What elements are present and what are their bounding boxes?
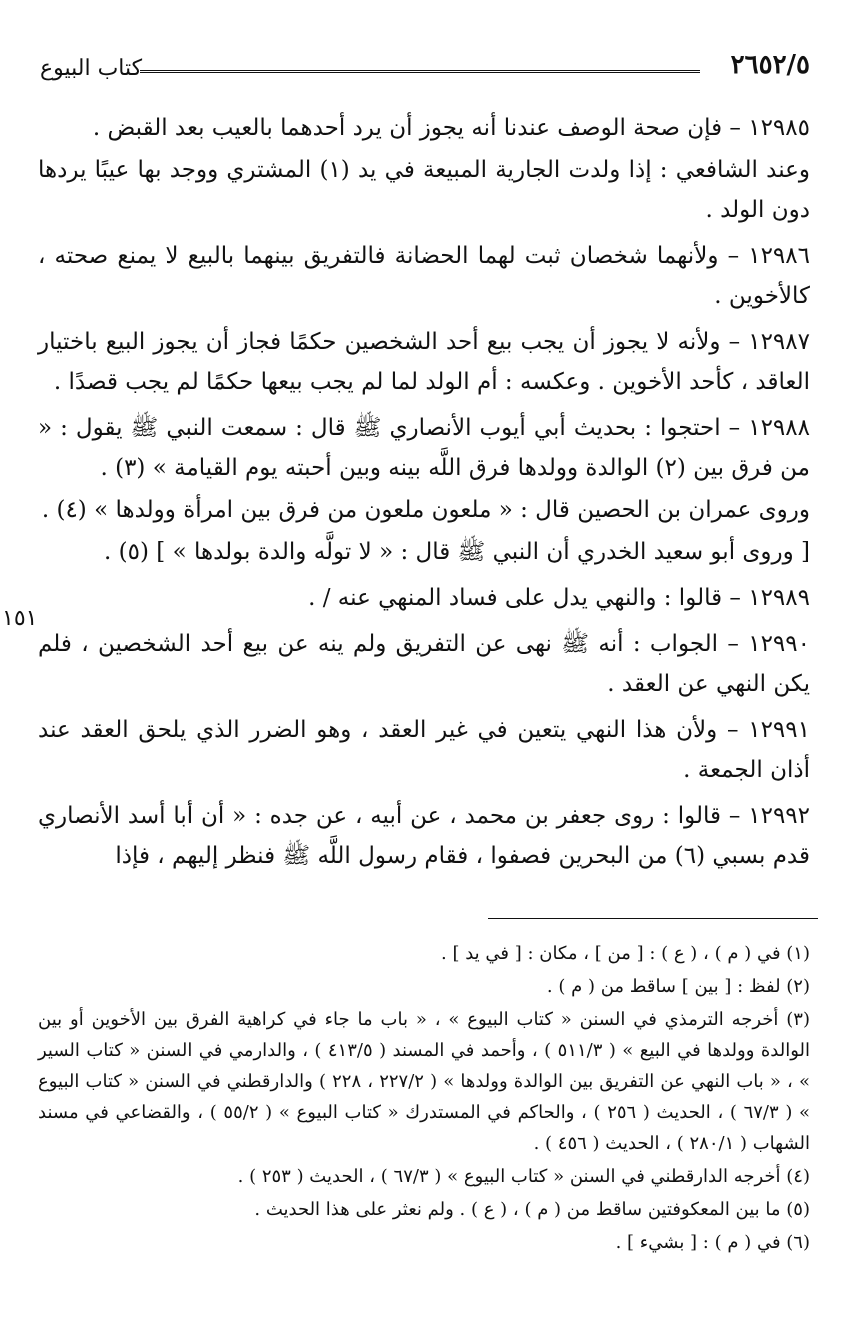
paragraph-abu-saeed-narration: [ وروى أبو سعيد الخدري أن النبي ﷺ قال : « لا تولَّه والدة بولدها » ] (٥) . [104, 539, 810, 565]
footnote-6: (٦) في ( م ) : [ بشيء ] . [615, 1232, 810, 1253]
footnotes [38, 938, 810, 1260]
paragraph-12985: ١٢٩٨٥ – فإن صحة الوصف عندنا أنه يجوز أن يرد أحدهما بالعيب بعد القبض . [92, 115, 810, 141]
footnote-3: (٣) أخرجه الترمذي في السنن « كتاب البيوع » ، « باب ما جاء في كراهية الفرق بين الأخوين أو بين الوالدة وولدها في البيع » ( ٥١١/٣ ) ، وأحمد في المسند ( ٤١٣/٥ ) ، والدارمي في السنن « كتاب السير » ، « باب النهي عن التفريق بين الوالدة وولدها » ( ٢٢٧/٢ ، ٢٢٨ ) والدارقطني في السنن « كتاب البيوع » ( ٦٧/٣ ) ، الحديث ( ٢٥٦ ) ، والحاكم في المستدرك « كتاب البيوع » ( ٥٥/٢ ) ، والقضاعي في مسند الشهاب ( ٢٨٠/١ ) ، الحديث ( ٤٥٦ ) . [38, 1009, 811, 1154]
paragraph-12992: ١٢٩٩٢ – قالوا : روى جعفر بن محمد ، عن أبيه ، عن جده : « أن أبا أسد الأنصاري قدم بسبي (٦) من البحرين فصفوا ، فقام رسول اللَّه ﷺ فنظر إليهم ، فإذا [38, 803, 811, 869]
footnote-2: (٢) لفظ : [ بين ] ساقط من ( م ) . [546, 976, 810, 997]
footnote-4: (٤) أخرجه الدارقطني في السنن « كتاب البيوع » ( ٦٧/٣ ) ، الحديث ( ٢٥٣ ) . [237, 1166, 810, 1187]
paragraph-imran-narration: وروى عمران بن الحصين قال : « ملعون ملعون من فرق بين امرأة وولدها » (٤) . [41, 497, 810, 523]
footnote-1: (١) في ( م ) ، ( ع ) : [ من ] ، مكان : [ في يد ] . [441, 943, 810, 964]
page-header [30, 50, 818, 90]
margin-page-reference: ١٥١ [2, 606, 38, 631]
paragraph-12990: ١٢٩٩٠ – الجواب : أنه ﷺ نهى عن التفريق ولم ينه عن بيع أحد الشخصين ، فلم يكن النهي عن العقد . [38, 631, 810, 697]
footnote-5: (٥) ما بين المعكوفتين ساقط من ( م ) ، ( ع ) . ولم نعثر على هذا الحديث . [254, 1199, 810, 1220]
page-number: ٢٦٥٢/٥ [730, 50, 810, 80]
document-page [2, 0, 818, 1338]
paragraph-12987: ١٢٩٨٧ – ولأنه لا يجوز أن يجب بيع أحد الشخصين حكمًا فجاز أن يجوز البيع باختيار العاقد ، كأحد الأخوين . وعكسه : أم الولد لما لم يجب بيعها حكمًا لم يجب قصدًا . [38, 329, 810, 395]
paragraph-12986: ١٢٩٨٦ – ولأنهما شخصان ثبت لهما الحضانة فالتفريق بينهما بالبيع لا يمنع صحته ، كالأخوين . [38, 243, 810, 309]
footnote-separator [488, 918, 818, 919]
paragraph-12988: ١٢٩٨٨ – احتجوا : بحديث أبي أيوب الأنصاري ﷺ قال : سمعت النبي ﷺ يقول : « من فرق بين (٢) الوالدة وولدها فرق اللَّه بينه وبين أحبته يوم القيامة » (٣) . [38, 415, 810, 481]
paragraph-shafii-note: وعند الشافعي : إذا ولدت الجارية المبيعة في يد (١) المشتري ووجد بها عيبًا يردها دون الولد . [38, 157, 810, 223]
header-rule [140, 70, 700, 76]
paragraph-12991: ١٢٩٩١ – ولأن هذا النهي يتعين في غير العقد ، وهو الضرر الذي يلحق العقد عند أذان الجمعة . [38, 717, 810, 783]
book-title: كتاب البيوع [40, 56, 143, 81]
paragraph-12989: ١٢٩٨٩ – قالوا : والنهي يدل على فساد المنهي عنه / . [308, 585, 810, 611]
main-text [38, 108, 810, 882]
